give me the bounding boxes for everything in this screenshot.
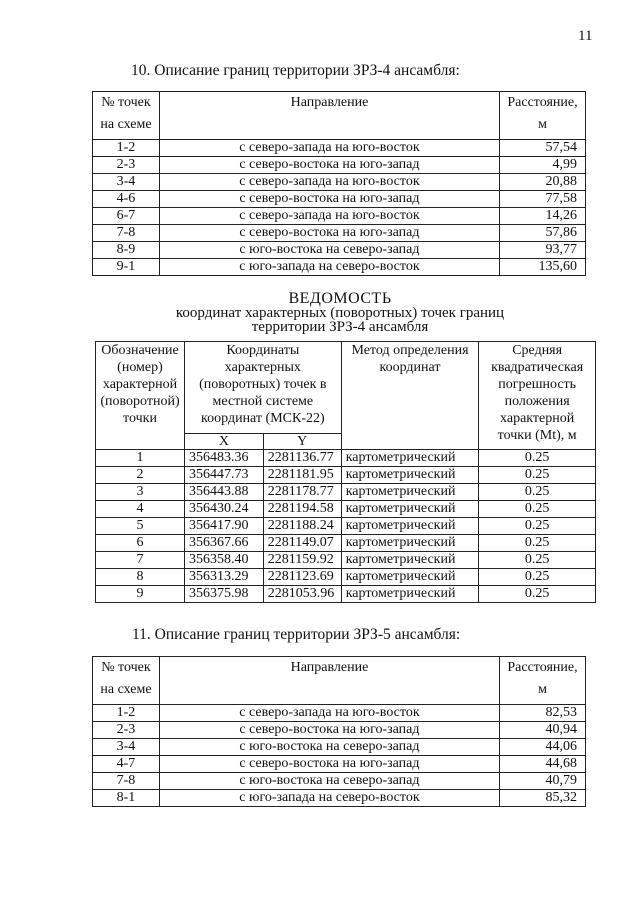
distance-cell: 77,58	[500, 191, 586, 208]
table-row	[93, 259, 586, 276]
table-row	[93, 225, 586, 242]
x-coordinate-cell: 356443.88	[184, 484, 263, 501]
error-cell: 0.25	[479, 467, 596, 484]
distance-cell: 40,94	[500, 722, 586, 739]
direction-cell: с северо-запада на юго-восток	[159, 705, 499, 722]
error-cell: 0.25	[479, 501, 596, 518]
distance-cell: 135,60	[500, 259, 586, 276]
header-error: Средняя квадратическая погрешность положения характерной точки (Mt), м	[479, 342, 596, 450]
point-number-cell: 6	[96, 535, 185, 552]
zrz4-boundary-table	[92, 91, 586, 276]
point-number-cell: 3	[96, 484, 185, 501]
table-row	[93, 705, 586, 722]
error-cell: 0.25	[479, 535, 596, 552]
y-coordinate-cell: 2281136.77	[263, 450, 341, 467]
point-number-cell: 4	[96, 501, 185, 518]
points-cell: 7-8	[93, 773, 160, 790]
method-cell: картометрический	[341, 501, 479, 518]
page-number: 11	[578, 28, 593, 44]
y-coordinate-cell: 2281178.77	[263, 484, 341, 501]
y-coordinate-cell: 2281053.96	[263, 586, 341, 603]
vedomost-line3: территории ЗРЗ-4 ансамбля	[251, 319, 429, 335]
y-coordinate-cell: 2281159.92	[263, 552, 341, 569]
distance-cell: 93,77	[500, 242, 586, 259]
method-cell: картометрический	[341, 569, 479, 586]
header-designation: Обозначение (номер) характерной (поворотной) точки	[96, 342, 185, 450]
method-cell: картометрический	[341, 467, 479, 484]
x-coordinate-cell: 356430.24	[184, 501, 263, 518]
points-cell: 2-3	[93, 722, 160, 739]
y-coordinate-cell: 2281194.58	[263, 501, 341, 518]
header-direction: Направление	[159, 657, 499, 705]
error-cell: 0.25	[479, 484, 596, 501]
point-number-cell: 8	[96, 569, 185, 586]
header-x: X	[184, 434, 263, 450]
points-cell: 2-3	[93, 157, 160, 174]
error-cell: 0.25	[479, 518, 596, 535]
error-cell: 0.25	[479, 569, 596, 586]
table-row	[96, 484, 596, 501]
header-points: № точек на схеме	[93, 657, 160, 705]
method-cell: картометрический	[341, 535, 479, 552]
direction-cell: с северо-востока на юго-запад	[159, 722, 499, 739]
point-number-cell: 7	[96, 552, 185, 569]
table-row	[93, 739, 586, 756]
table-row	[96, 552, 596, 569]
direction-cell: с северо-востока на юго-запад	[159, 191, 499, 208]
x-coordinate-cell: 356447.73	[184, 467, 263, 484]
points-cell: 6-7	[93, 208, 160, 225]
table-row	[96, 586, 596, 603]
table-row	[96, 569, 596, 586]
direction-cell: с юго-запада на северо-восток	[159, 790, 499, 807]
table-row	[93, 208, 586, 225]
points-cell: 4-6	[93, 191, 160, 208]
header-method: Метод определения координат	[341, 342, 479, 450]
distance-cell: 44,68	[500, 756, 586, 773]
method-cell: картометрический	[341, 450, 479, 467]
points-cell: 1-2	[93, 140, 160, 157]
points-cell: 3-4	[93, 174, 160, 191]
table-row	[96, 501, 596, 518]
table-row	[96, 535, 596, 552]
table-row	[93, 174, 586, 191]
direction-cell: с северо-востока на юго-запад	[159, 756, 499, 773]
header-distance: Расстояние, м	[500, 657, 586, 705]
point-number-cell: 1	[96, 450, 185, 467]
coordinates-table	[95, 341, 596, 603]
point-number-cell: 2	[96, 467, 185, 484]
distance-cell: 82,53	[500, 705, 586, 722]
point-number-cell: 9	[96, 586, 185, 603]
point-number-cell: 5	[96, 518, 185, 535]
table-row	[93, 140, 586, 157]
direction-cell: с северо-запада на юго-восток	[159, 174, 499, 191]
x-coordinate-cell: 356375.98	[184, 586, 263, 603]
vedomost-heading	[150, 292, 530, 334]
method-cell: картометрический	[341, 552, 479, 569]
distance-cell: 57,54	[500, 140, 586, 157]
y-coordinate-cell: 2281149.07	[263, 535, 341, 552]
vedomost-line2: координат характерных (поворотных) точек границ	[175, 305, 505, 321]
table-row	[96, 518, 596, 535]
distance-cell: 40,79	[500, 773, 586, 790]
table-row	[93, 242, 586, 259]
vedomost-title: ВЕДОМОСТЬ	[288, 290, 392, 307]
points-cell: 9-1	[93, 259, 160, 276]
header-y: Y	[263, 434, 341, 450]
error-cell: 0.25	[479, 450, 596, 467]
direction-cell: с северо-востока на юго-запад	[159, 225, 499, 242]
section-11-title: 11. Описание границ территории ЗРЗ-5 ансамбля:	[132, 626, 461, 643]
direction-cell: с северо-востока на юго-запад	[159, 157, 499, 174]
x-coordinate-cell: 356483.36	[184, 450, 263, 467]
points-cell: 1-2	[93, 705, 160, 722]
header-coordinates: Координаты характерных (поворотных) точек в местной системе координат (МСК-22)	[184, 342, 341, 434]
points-cell: 8-9	[93, 242, 160, 259]
table-row	[96, 450, 596, 467]
table-row	[93, 191, 586, 208]
x-coordinate-cell: 356367.66	[184, 535, 263, 552]
direction-cell: с юго-востока на северо-запад	[159, 773, 499, 790]
y-coordinate-cell: 2281181.95	[263, 467, 341, 484]
header-distance: Расстояние, м	[500, 92, 586, 140]
header-direction: Направление	[159, 92, 499, 140]
x-coordinate-cell: 356358.40	[184, 552, 263, 569]
zrz5-boundary-table	[92, 656, 586, 807]
y-coordinate-cell: 2281123.69	[263, 569, 341, 586]
table-row	[93, 157, 586, 174]
distance-cell: 14,26	[500, 208, 586, 225]
x-coordinate-cell: 356313.29	[184, 569, 263, 586]
distance-cell: 57,86	[500, 225, 586, 242]
points-cell: 3-4	[93, 739, 160, 756]
direction-cell: с юго-востока на северо-запад	[159, 242, 499, 259]
points-cell: 8-1	[93, 790, 160, 807]
table-row	[96, 467, 596, 484]
method-cell: картометрический	[341, 518, 479, 535]
header-points: № точек на схеме	[93, 92, 160, 140]
table-row	[93, 756, 586, 773]
error-cell: 0.25	[479, 552, 596, 569]
method-cell: картометрический	[341, 586, 479, 603]
direction-cell: с северо-запада на юго-восток	[159, 208, 499, 225]
x-coordinate-cell: 356417.90	[184, 518, 263, 535]
direction-cell: с юго-востока на северо-запад	[159, 739, 499, 756]
table-row	[93, 722, 586, 739]
points-cell: 7-8	[93, 225, 160, 242]
y-coordinate-cell: 2281188.24	[263, 518, 341, 535]
table-row	[93, 773, 586, 790]
distance-cell: 44,06	[500, 739, 586, 756]
direction-cell: с северо-запада на юго-восток	[159, 140, 499, 157]
distance-cell: 4,99	[500, 157, 586, 174]
section-10-title: 10. Описание границ территории ЗРЗ-4 ансамбля:	[131, 62, 460, 79]
distance-cell: 85,32	[500, 790, 586, 807]
distance-cell: 20,88	[500, 174, 586, 191]
direction-cell: с юго-запада на северо-восток	[159, 259, 499, 276]
method-cell: картометрический	[341, 484, 479, 501]
points-cell: 4-7	[93, 756, 160, 773]
error-cell: 0.25	[479, 586, 596, 603]
table-row	[93, 790, 586, 807]
